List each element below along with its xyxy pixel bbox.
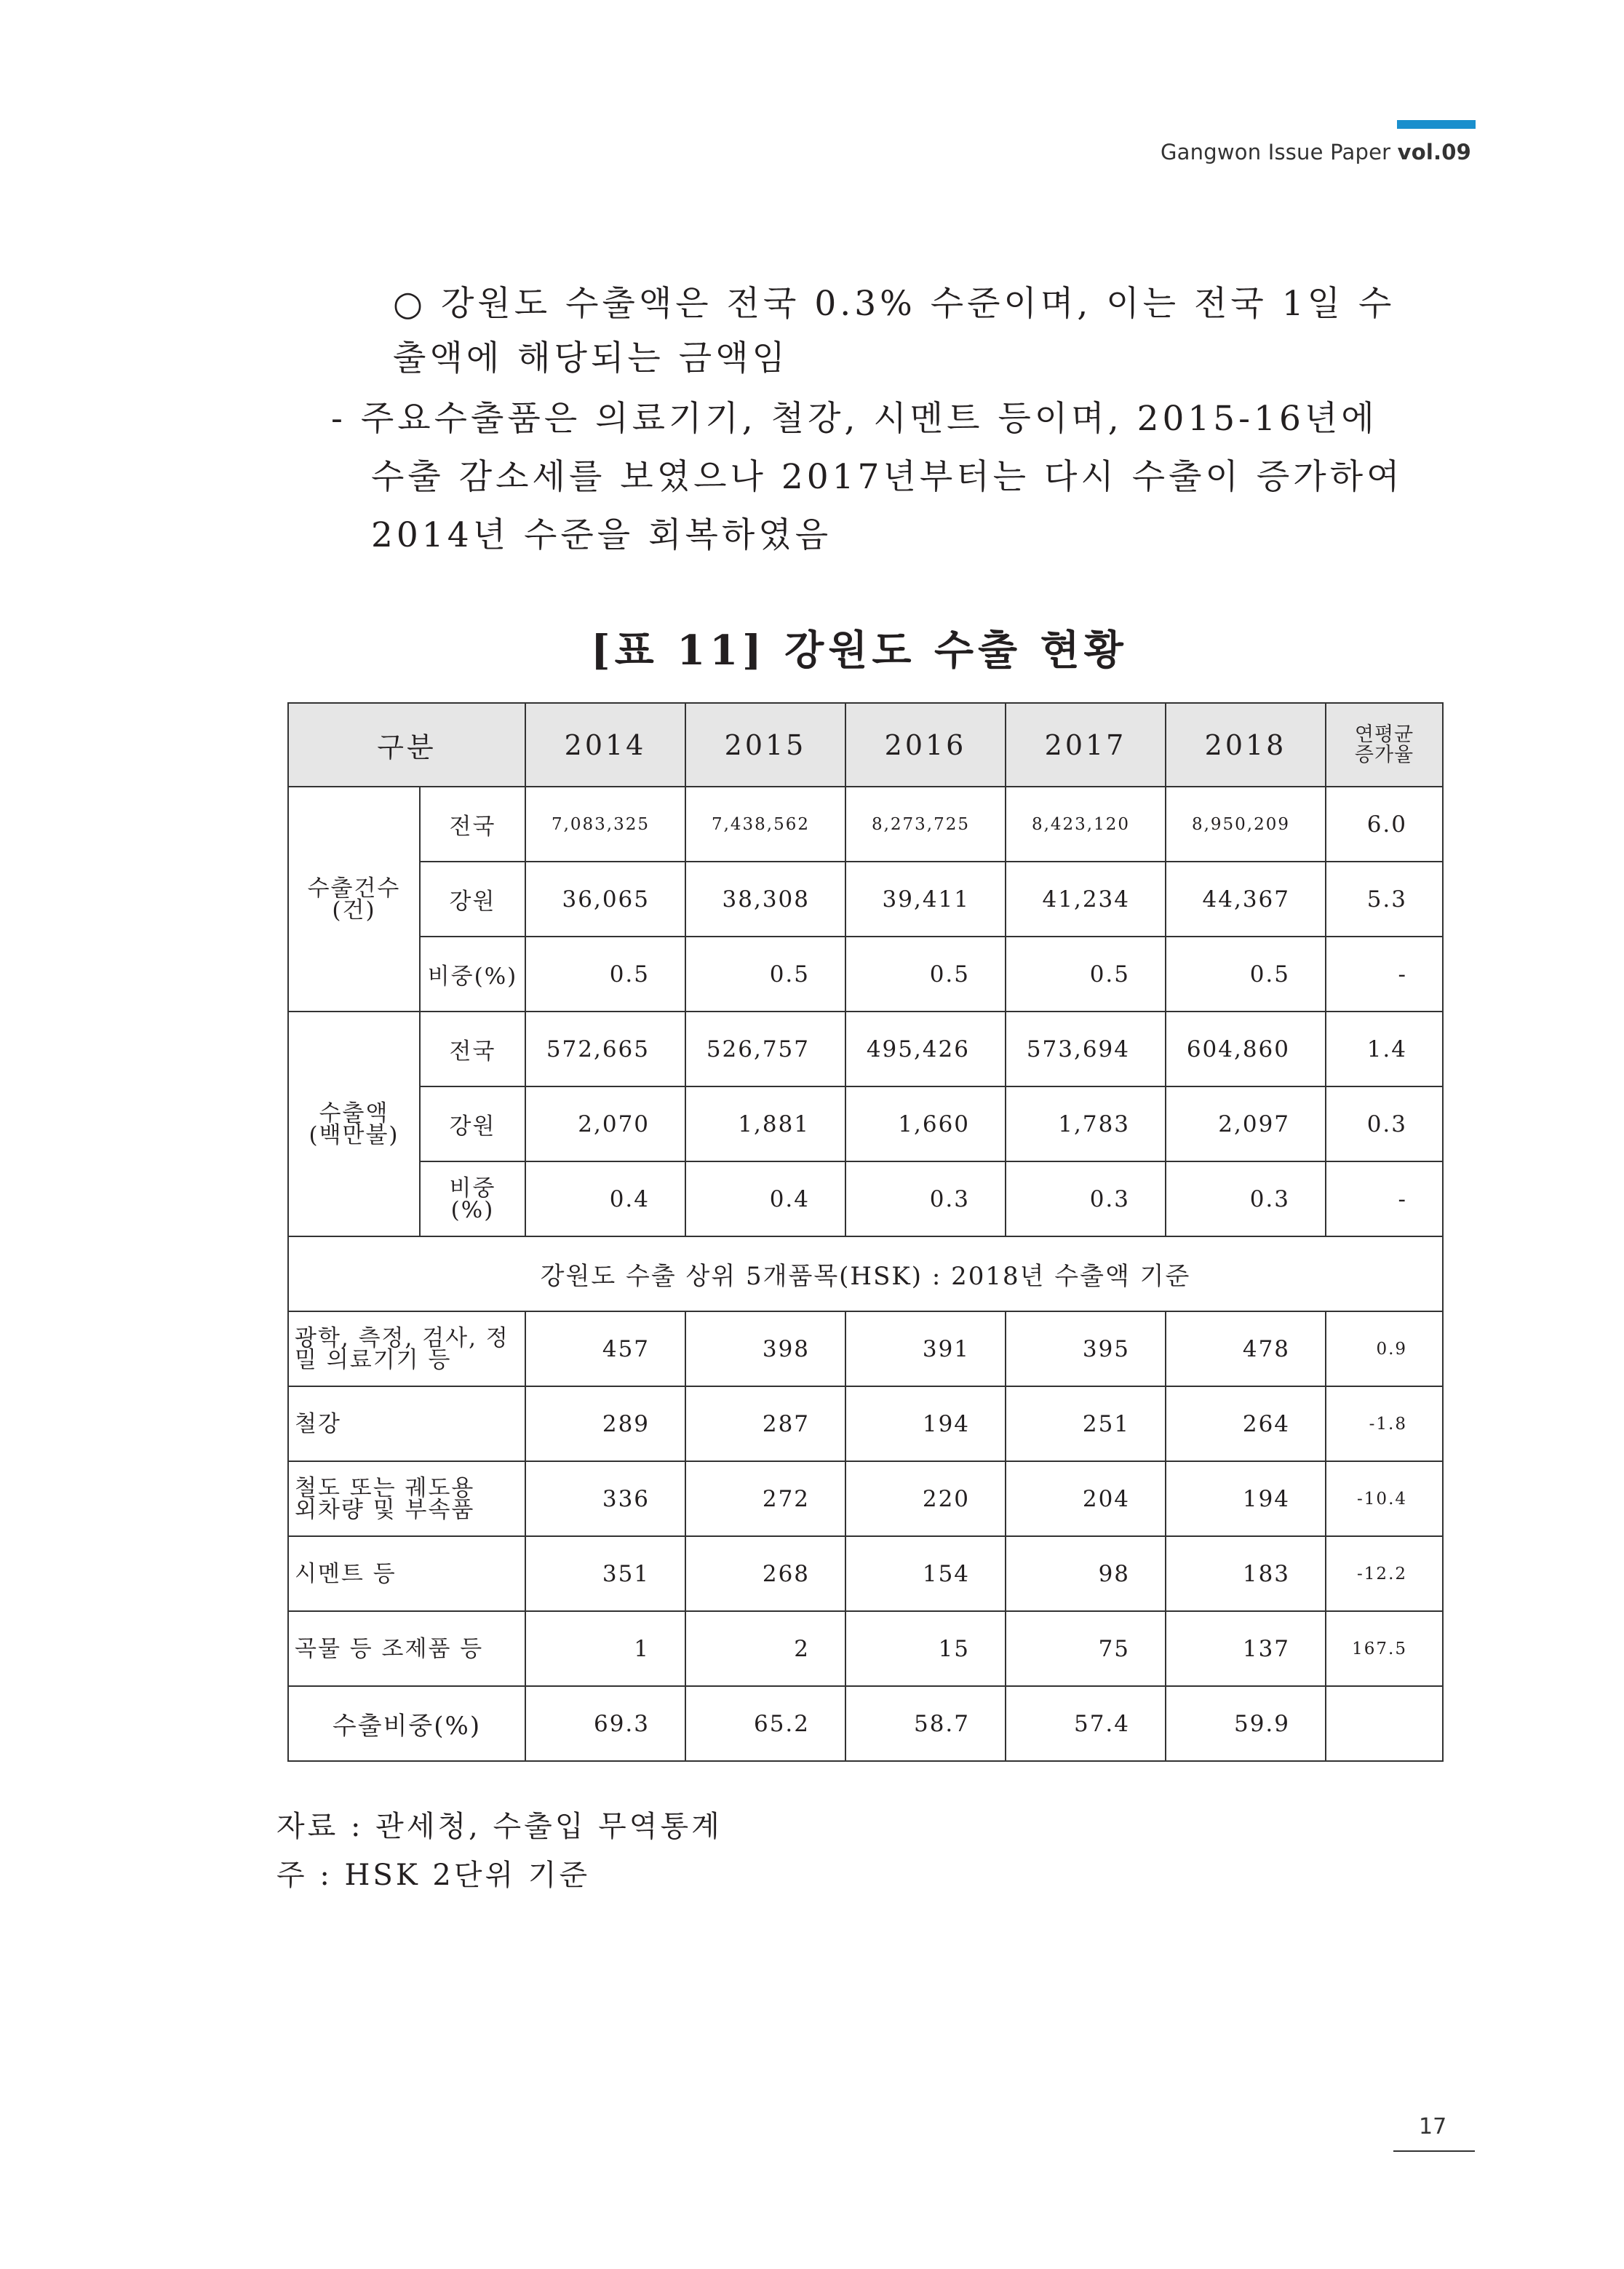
basis-note: 주 : HSK 2단위 기준	[276, 1859, 591, 1892]
cell-value: 391	[845, 1311, 1006, 1386]
cell-value: 289	[525, 1386, 685, 1461]
cell-growth: -12.2	[1326, 1536, 1443, 1611]
row-sub-label: 전국	[420, 1012, 525, 1086]
item-name: 광학, 측정, 검사, 정 밀 의료기기 등	[288, 1311, 525, 1386]
cell-value: 59.9	[1166, 1686, 1326, 1761]
cell-value: 7,083,325	[525, 787, 685, 862]
cell-value: 220	[845, 1461, 1006, 1536]
cell-value: 336	[525, 1461, 685, 1536]
cell-value: 526,757	[685, 1012, 845, 1086]
cell-growth: 1.4	[1326, 1012, 1443, 1086]
table-header-row	[288, 703, 1443, 787]
header-2016: 2016	[845, 703, 1006, 787]
table-row	[288, 862, 1443, 937]
cell-value: 194	[1166, 1461, 1326, 1536]
cell-value: 183	[1166, 1536, 1326, 1611]
row-sub-label: 강원	[420, 1086, 525, 1161]
header-2014: 2014	[525, 703, 685, 787]
cell-value: 0.5	[845, 937, 1006, 1012]
cell-value: 39,411	[845, 862, 1006, 937]
row-sub-label: 비중 (%)	[420, 1161, 525, 1236]
row-sub-label: 전국	[420, 787, 525, 862]
cell-value: 0.3	[1166, 1161, 1326, 1236]
cell-value: 0.5	[525, 937, 685, 1012]
table-row	[288, 937, 1443, 1012]
header-series: Gangwon Issue Paper	[1161, 140, 1398, 164]
page-number: 17	[1419, 2114, 1447, 2139]
cell-value: 478	[1166, 1311, 1326, 1386]
cell-growth: 167.5	[1326, 1611, 1443, 1686]
source-note: 자료 : 관세청, 수출입 무역통계	[276, 1810, 723, 1843]
cell-value: 398	[685, 1311, 845, 1386]
cell-value: 351	[525, 1536, 685, 1611]
cell-value: 0.5	[1166, 937, 1326, 1012]
cell-growth	[1326, 1686, 1443, 1761]
cell-value: 75	[1006, 1611, 1166, 1686]
section-label: 강원도 수출 상위 5개품목(HSK) : 2018년 수출액 기준	[288, 1236, 1443, 1311]
cell-value: 7,438,562	[685, 787, 845, 862]
cell-value: 251	[1006, 1386, 1166, 1461]
table-row	[288, 1161, 1443, 1236]
cell-value: 457	[525, 1311, 685, 1386]
group-label-count: 수출건수 (건)	[288, 787, 420, 1012]
cell-value: 1,783	[1006, 1086, 1166, 1161]
cell-value: 57.4	[1006, 1686, 1166, 1761]
cell-value: 2	[685, 1611, 845, 1686]
cell-value: 8,273,725	[845, 787, 1006, 862]
cell-value: 0.4	[685, 1161, 845, 1236]
cell-value: 0.4	[525, 1161, 685, 1236]
cell-value: 1,660	[845, 1086, 1006, 1161]
header-2017: 2017	[1006, 703, 1166, 787]
cell-value: 8,950,209	[1166, 787, 1326, 862]
table-row	[288, 1311, 1443, 1386]
cell-value: 272	[685, 1461, 845, 1536]
cell-growth: -	[1326, 937, 1443, 1012]
cell-growth: -10.4	[1326, 1461, 1443, 1536]
body-line-5: 2014년 수준을 회복하였음	[371, 515, 832, 555]
cell-growth: 6.0	[1326, 787, 1443, 862]
cell-value: 204	[1006, 1461, 1166, 1536]
item-name: 철도 또는 궤도용 외차량 및 부속품	[288, 1461, 525, 1536]
body-line-4: 수출 감소세를 보였으나 2017년부터는 다시 수출이 증가하여	[371, 457, 1404, 497]
cell-growth: -	[1326, 1161, 1443, 1236]
item-name: 시멘트 등	[288, 1536, 525, 1611]
cell-value: 1	[525, 1611, 685, 1686]
header-2018: 2018	[1166, 703, 1326, 787]
table-row	[288, 1086, 1443, 1161]
cell-value: 495,426	[845, 1012, 1006, 1086]
share-row-label: 수출비중(%)	[288, 1686, 525, 1761]
cell-value: 137	[1166, 1611, 1326, 1686]
table-row	[288, 1012, 1443, 1086]
row-sub-label: 강원	[420, 862, 525, 937]
table-row	[288, 1536, 1443, 1611]
table-title: [표 11] 강원도 수출 현황	[591, 627, 1128, 675]
cell-value: 0.5	[1006, 937, 1166, 1012]
cell-value: 573,694	[1006, 1012, 1166, 1086]
cell-value: 98	[1006, 1536, 1166, 1611]
group-label-amount: 수출액 (백만불)	[288, 1012, 420, 1236]
header-growth: 연평균 증가율	[1326, 703, 1443, 787]
cell-value: 0.3	[1006, 1161, 1166, 1236]
table-row	[288, 1611, 1443, 1686]
header-accent-bar	[1397, 120, 1476, 129]
table-row	[288, 1686, 1443, 1761]
cell-growth: 5.3	[1326, 862, 1443, 937]
cell-growth: 0.3	[1326, 1086, 1443, 1161]
cell-value: 154	[845, 1536, 1006, 1611]
cell-value: 44,367	[1166, 862, 1326, 937]
cell-value: 41,234	[1006, 862, 1166, 937]
cell-value: 264	[1166, 1386, 1326, 1461]
cell-value: 69.3	[525, 1686, 685, 1761]
body-line-3: - 주요수출품은 의료기기, 철강, 시멘트 등이며, 2015-16년에	[331, 399, 1378, 439]
cell-value: 287	[685, 1386, 845, 1461]
table-row	[288, 787, 1443, 862]
cell-value: 36,065	[525, 862, 685, 937]
cell-value: 65.2	[685, 1686, 845, 1761]
cell-growth: -1.8	[1326, 1386, 1443, 1461]
header-category: 구분	[288, 703, 525, 787]
cell-value: 572,665	[525, 1012, 685, 1086]
cell-value: 0.5	[685, 937, 845, 1012]
cell-value: 395	[1006, 1311, 1166, 1386]
item-name: 곡물 등 조제품 등	[288, 1611, 525, 1686]
export-table	[287, 702, 1444, 1762]
body-line-2: 출액에 해당되는 금액임	[393, 338, 789, 378]
cell-value: 2,070	[525, 1086, 685, 1161]
table-row	[288, 1386, 1443, 1461]
page-number-rule	[1393, 2150, 1475, 2152]
table-row	[288, 1461, 1443, 1536]
cell-value: 38,308	[685, 862, 845, 937]
cell-value: 1,881	[685, 1086, 845, 1161]
cell-value: 2,097	[1166, 1086, 1326, 1161]
item-name: 철강	[288, 1386, 525, 1461]
cell-value: 58.7	[845, 1686, 1006, 1761]
header-2015: 2015	[685, 703, 845, 787]
cell-value: 604,860	[1166, 1012, 1326, 1086]
running-header	[1161, 140, 1471, 164]
table-section-row	[288, 1236, 1443, 1311]
body-line-1: ○ 강원도 수출액은 전국 0.3% 수준이며, 이는 전국 1일 수	[393, 284, 1396, 324]
cell-value: 194	[845, 1386, 1006, 1461]
cell-value: 15	[845, 1611, 1006, 1686]
cell-value: 268	[685, 1536, 845, 1611]
row-sub-label: 비중(%)	[420, 937, 525, 1012]
header-volume: vol.09	[1397, 140, 1471, 164]
cell-value: 0.3	[845, 1161, 1006, 1236]
cell-growth: 0.9	[1326, 1311, 1443, 1386]
cell-value: 8,423,120	[1006, 787, 1166, 862]
